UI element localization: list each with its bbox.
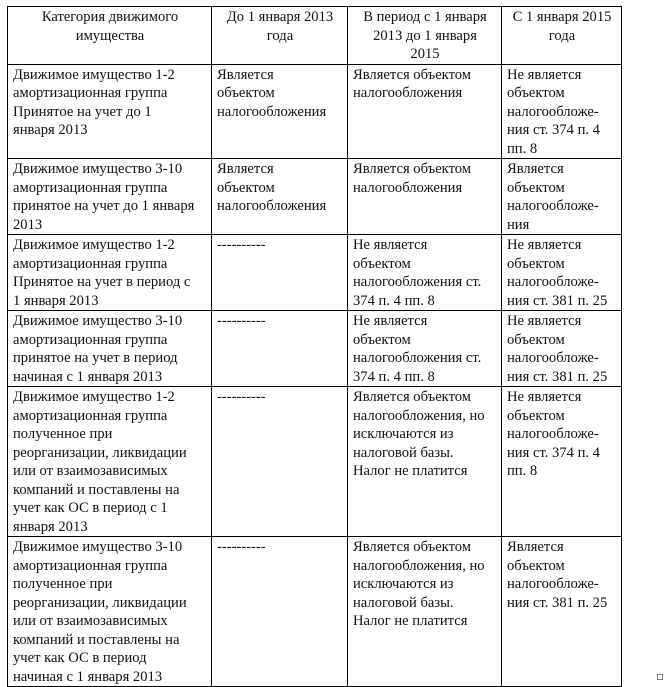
cell-text-line: налогообложе- (507, 350, 599, 366)
cell-text-line: объектом (507, 331, 565, 348)
cell-text-line: налогообложе- (507, 576, 599, 592)
cell-text-line: Является (507, 539, 564, 555)
cell-text-line: налогообложения, но (353, 407, 485, 424)
cell-from-2015 (502, 387, 622, 537)
cell-text-line: исключаются из (353, 426, 454, 442)
cell-text-line: налогообложения (353, 85, 463, 101)
cell-text-line: амортизационная группа (13, 85, 168, 101)
cell-text-line: ния (507, 216, 530, 233)
cell-text-line: пп. 8 (507, 140, 538, 157)
cell-text-line: ---------- (217, 313, 266, 329)
cell-text-line: объектом (507, 179, 565, 196)
cell-text-line: Является (507, 161, 564, 177)
cell-text-line: учет как ОС в период (13, 650, 147, 666)
cell-text-line: или от взаимозависимых (13, 463, 168, 479)
cell-text-line: объектом (507, 557, 565, 574)
cell-text-line: объектом (353, 255, 411, 272)
header-category (8, 7, 212, 65)
cell-text-line: полученное при (13, 576, 113, 592)
table-resize-handle[interactable] (657, 674, 663, 680)
cell-text-line: До 1 января 2013 (226, 9, 334, 25)
cell-text-line: налогообложения, но (353, 557, 485, 574)
cell-text-line: года (548, 27, 576, 44)
cell-text-line: амортизационная группа (13, 331, 168, 348)
cell-text-line: Не является (353, 313, 428, 329)
header-row (8, 7, 622, 65)
cell-text-line: объектом (507, 85, 565, 101)
cell-period-2013-2015 (348, 311, 502, 387)
cell-text-line: Движимое имущество 3-10 (13, 539, 183, 555)
cell-text-line: Категория движимого (41, 9, 179, 25)
cell-text-line: объектом (507, 407, 565, 424)
cell-from-2015 (502, 537, 622, 687)
cell-text-line: амортизационная группа (13, 179, 168, 196)
header-before-2013 (212, 7, 348, 65)
cell-text-line: или от взаимозависимых (13, 613, 168, 629)
cell-text-line: Не является (507, 237, 582, 253)
cell-text-line: ния ст. 381 п. 25 (507, 368, 608, 385)
cell-text-line: Является (217, 161, 274, 177)
cell-text-line: Движимое имущество 1-2 (13, 66, 175, 83)
cell-text-line: Налог не платится (353, 463, 468, 479)
cell-text-line: Является объектом (353, 389, 472, 405)
cell-text-line: января 2013 (13, 518, 88, 535)
table-row (8, 537, 622, 687)
cell-text-line: ---------- (217, 237, 266, 253)
cell-text-line: Движимое имущество 1-2 (13, 389, 175, 405)
cell-text-line: амортизационная группа (13, 255, 168, 272)
cell-text-line: налогообложения ст. (353, 350, 482, 366)
table-row (8, 311, 622, 387)
cell-text-line: января 2013 (13, 122, 88, 138)
cell-text-line: компаний и поставлены на (13, 631, 180, 648)
cell-text-line: налогообложе- (507, 274, 599, 290)
cell-text-line: принятое на учет до 1 января (13, 198, 195, 214)
cell-text-line: 2015 (410, 46, 440, 62)
table-row (8, 159, 622, 235)
cell-category (8, 64, 212, 159)
cell-text-line: Не является (353, 237, 428, 253)
cell-period-2013-2015 (348, 387, 502, 537)
cell-category (8, 235, 212, 311)
table-row (8, 64, 622, 159)
cell-text-line: Движимое имущество 3-10 (13, 313, 183, 329)
cell-text-line: 2013 (13, 216, 43, 233)
cell-before-2013 (212, 311, 348, 387)
cell-text-line: года (266, 27, 294, 44)
cell-text-line: Принятое на учет в период с (13, 274, 191, 290)
cell-text-line: пп. 8 (507, 463, 538, 479)
cell-text-line: налогообложе- (507, 103, 599, 120)
cell-text-line: полученное при (13, 426, 113, 442)
cell-from-2015 (502, 159, 622, 235)
cell-text-line: налогообложе- (507, 198, 599, 214)
cell-before-2013 (212, 235, 348, 311)
table-row (8, 235, 622, 311)
cell-text-line: Не является (507, 389, 582, 405)
cell-before-2013 (212, 159, 348, 235)
cell-category (8, 159, 212, 235)
cell-text-line: налоговой базы. (353, 444, 454, 461)
cell-text-line: учет как ОС в период с 1 (13, 500, 168, 516)
cell-period-2013-2015 (348, 64, 502, 159)
cell-text-line: амортизационная группа (13, 557, 168, 574)
table-row (8, 387, 622, 537)
cell-text-line: Движимое имущество 1-2 (13, 237, 175, 253)
cell-text-line: имущества (75, 27, 145, 44)
cell-text-line: реорганизации, ликвидации (13, 594, 187, 611)
cell-text-line: Является объектом (353, 66, 472, 83)
cell-text-line: ния ст. 381 п. 25 (507, 594, 608, 611)
cell-text-line: исключаются из (353, 576, 454, 592)
cell-text-line: Является объектом (353, 539, 472, 555)
cell-before-2013 (212, 64, 348, 159)
cell-from-2015 (502, 235, 622, 311)
cell-text-line: ---------- (217, 539, 266, 555)
cell-text-line: Является объектом (353, 161, 472, 177)
cell-text-line: налогообложения (353, 179, 463, 196)
cell-text-line: реорганизации, ликвидации (13, 444, 187, 461)
cell-text-line: ния ст. 381 п. 25 (507, 292, 608, 309)
cell-text-line: налогообложе- (507, 426, 599, 442)
cell-text-line: Принятое на учет до 1 (13, 103, 152, 120)
cell-text-line: 374 п. 4 пп. 8 (353, 368, 435, 385)
cell-text-line: ---------- (217, 389, 266, 405)
cell-text-line: объектом (507, 255, 565, 272)
cell-text-line: В период с 1 января (363, 9, 487, 25)
cell-text-line: ния ст. 374 п. 4 (507, 122, 600, 138)
cell-period-2013-2015 (348, 537, 502, 687)
cell-text-line: Не является (507, 313, 582, 329)
cell-from-2015 (502, 64, 622, 159)
cell-text-line: начиная с 1 января 2013 (13, 668, 163, 685)
cell-text-line: Налог не платится (353, 613, 468, 629)
cell-period-2013-2015 (348, 235, 502, 311)
cell-text-line: начиная с 1 января 2013 (13, 368, 163, 385)
header-from-2015 (502, 7, 622, 65)
cell-category (8, 311, 212, 387)
cell-text-line: объектом (217, 179, 275, 196)
cell-text-line: налоговой базы. (353, 594, 454, 611)
cell-category (8, 387, 212, 537)
cell-text-line: принятое на учет в период (13, 350, 178, 366)
cell-before-2013 (212, 537, 348, 687)
cell-text-line: С 1 января 2015 (512, 9, 612, 25)
cell-text-line: амортизационная группа (13, 407, 168, 424)
cell-text-line: объектом (217, 85, 275, 101)
cell-text-line: налогообложения (217, 103, 327, 120)
cell-text-line: 1 января 2013 (13, 292, 99, 309)
cell-text-line: объектом (353, 331, 411, 348)
cell-before-2013 (212, 387, 348, 537)
cell-period-2013-2015 (348, 159, 502, 235)
tax-property-table (7, 6, 622, 687)
header-period-2013-2015 (348, 7, 502, 65)
cell-text-line: ния ст. 374 п. 4 (507, 444, 600, 461)
cell-text-line: налогообложения ст. (353, 274, 482, 290)
cell-text-line: Не является (507, 66, 582, 83)
cell-text-line: 374 п. 4 пп. 8 (353, 292, 435, 309)
cell-text-line: 2013 до 1 января (373, 27, 477, 44)
cell-from-2015 (502, 311, 622, 387)
cell-text-line: Является (217, 66, 274, 83)
cell-text-line: компаний и поставлены на (13, 481, 180, 498)
cell-text-line: налогообложения (217, 198, 327, 214)
cell-text-line: Движимое имущество 3-10 (13, 161, 183, 177)
cell-category (8, 537, 212, 687)
